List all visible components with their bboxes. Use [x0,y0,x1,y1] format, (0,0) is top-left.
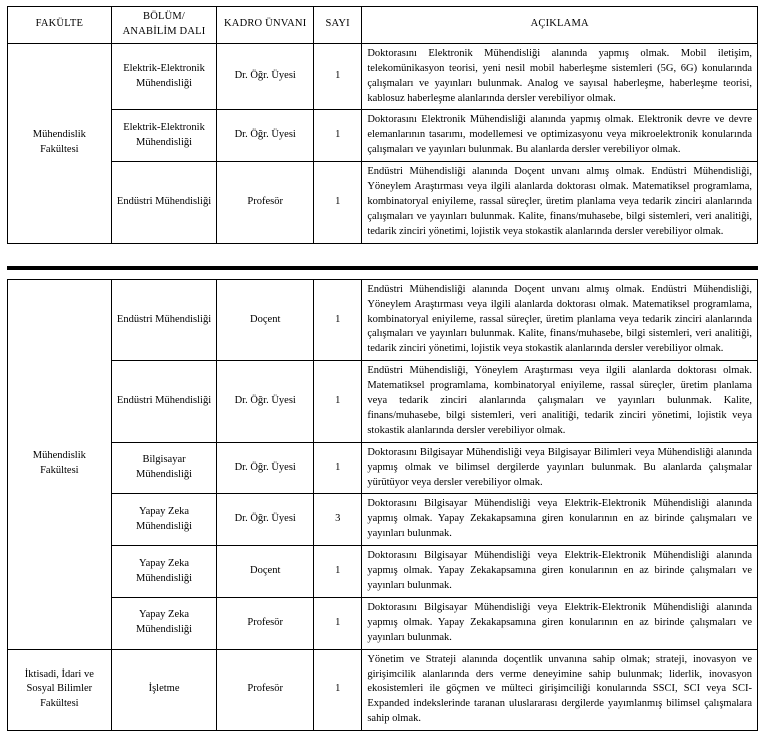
cell-count: 1 [314,279,362,361]
cell-description: Doktorasını Elektronik Mühendisliği alanında yapmış olmak. Elektronik devre ve devre elemanlarının tasarımı, modellemesi ve optimizasyonu veya mikroelektronik konularında çalışmaları ve yayınları bulunmak. Bu alanlarda dersler verebiliyor olmak. [362,110,758,162]
cell-count: 1 [314,442,362,494]
table-row [8,546,758,598]
cell-position: Dr. Öğr. Üyesi [217,442,314,494]
table-row [8,43,758,110]
header-department-line2: ANABİLİM DALI [122,25,206,37]
cell-position: Profesör [217,597,314,649]
header-faculty: FAKÜLTE [8,7,112,44]
cell-position: Doçent [217,279,314,361]
cell-count: 1 [314,110,362,162]
cell-description: Doktorasını Bilgisayar Mühendisliği veya Elektrik-Elektronik Mühendisliği alanında yapmış olmak. Yapay Zekakapsamına giren konularının en az birinde çalışmaları ve yayınları bulunmak. [362,494,758,546]
cell-count: 1 [314,361,362,443]
cell-count: 1 [314,597,362,649]
cell-count: 1 [314,649,362,731]
cell-faculty: Mühendislik Fakültesi [8,43,112,243]
table-row [8,442,758,494]
cell-department: Yapay Zeka Mühendisliği [111,597,217,649]
first-table-section [0,0,765,244]
cell-department: Yapay Zeka Mühendisliği [111,494,217,546]
cell-description: Doktorasını Bilgisayar Mühendisliği veya Elektrik-Elektronik Mühendisliği alanında yapmış olmak. Yapay Zekakapsamına giren konularının en az birinde çalışmaları ve yayınları bulunmak. [362,597,758,649]
cell-position: Dr. Öğr. Üyesi [217,361,314,443]
cell-description: Endüstri Mühendisliği, Yöneylem Araştırması veya ilgili alanlarda doktorası olmak. Matematiksel programlama, kombinatoryal eniyileme, rassal süreçler, üretim planlama veya tedarik zinciri alanlarında çalışmaları ve yayınları bulunmak. Kalite, finans/muhasebe, bilgi sistemleri, veri analitiği, tedarik zinciri yönetimi, lojistik veya stokastik alanlarında dersler verebiliyor olmak. [362,361,758,443]
page-separator [7,266,758,270]
table-body [8,279,758,730]
header-row [8,7,758,44]
cell-department: Endüstri Mühendisliği [111,361,217,443]
table-row [8,162,758,244]
staff-table-first [7,6,758,244]
cell-position: Doçent [217,546,314,598]
cell-position: Dr. Öğr. Üyesi [217,43,314,110]
header-count: SAYI [314,7,362,44]
header-department-line1: BÖLÜM/ [143,11,186,22]
cell-count: 1 [314,162,362,244]
header-department [111,7,217,44]
cell-description: Endüstri Mühendisliği alanında Doçent unvanı almış olmak. Endüstri Mühendisliği, Yöneylem Araştırması veya ilgili alanlarda doktorası olmak. Matematiksel programlama, kombinatoryal eniyileme, rassal süreçler, üretim planlama veya tedarik zinciri alanlarında çalışmaları ve yayınları bulunmak. Kalite, finans/muhasebe, bilgi sistemleri, veri analitiği, tedarik zinciri yönetimi, lojistik veya stokastik alanlarında dersler verebiliyor olmak. [362,162,758,244]
header-position: KADRO ÜNVANI [217,7,314,44]
cell-department: Yapay Zeka Mühendisliği [111,546,217,598]
cell-description: Yönetim ve Strateji alanında doçentlik unvanına sahip olmak; strateji, inovasyon ve girişimcilik alanlarında ders verme deneyimine sahip bulunmak; liderlik, inovasyon ekosistemleri ile göçmen ve mülteci girişimciliği konularında SSCI, SCI veya SCI-Expanded indekslerinde taranan uluslararası dergilerde yayımlanmış bilimsel çalışmalara sahip olmak. [362,649,758,731]
cell-faculty: İktisadi, İdari ve Sosyal Bilimler Fakültesi [8,649,112,731]
cell-department: Elektrik-Elektronik Mühendisliği [111,43,217,110]
cell-description: Doktorasını Elektronik Mühendisliği alanında yapmış olmak. Mobil iletişim, telekomünikasyon teorisi, yeni nesil mobil haberleşme sistemleri (5G, 6G) konularında çalışmaları ve yayınları bulunmak. Analog ve sayısal haberleşme, haberleşme teorisi, kablosuz haberleşme alanlarında dersler verebiliyor olmak. [362,43,758,110]
header-description: AÇIKLAMA [362,7,758,44]
cell-count: 1 [314,43,362,110]
page-gap [0,244,765,260]
cell-department: Bilgisayar Mühendisliği [111,442,217,494]
table-row [8,649,758,731]
cell-position: Profesör [217,162,314,244]
table-row [8,494,758,546]
table-row [8,597,758,649]
staff-table-second [7,279,758,731]
table-body [8,43,758,243]
cell-count: 3 [314,494,362,546]
cell-department: Endüstri Mühendisliği [111,279,217,361]
cell-position: Dr. Öğr. Üyesi [217,494,314,546]
cell-count: 1 [314,546,362,598]
cell-position: Dr. Öğr. Üyesi [217,110,314,162]
table-header [8,7,758,44]
cell-department: Elektrik-Elektronik Mühendisliği [111,110,217,162]
cell-department: İşletme [111,649,217,731]
cell-faculty: Mühendislik Fakültesi [8,279,112,649]
second-table-section [0,279,765,731]
table-row [8,110,758,162]
cell-description: Endüstri Mühendisliği alanında Doçent unvanı almış olmak. Endüstri Mühendisliği, Yöneylem Araştırması veya ilgili alanlarda doktorası olmak. Matematiksel programlama, kombinatoryal eniyileme, rassal süreçler, üretim planlama veya tedarik zinciri alanlarında çalışmaları ve yayınları bulunmak. Kalite, finans/muhasebe, bilgi sistemleri, veri analitiği, tedarik zinciri yönetimi, lojistik veya stokastik alanlarında dersler verebiliyor olmak. [362,279,758,361]
table-row [8,279,758,361]
table-row [8,361,758,443]
cell-department: Endüstri Mühendisliği [111,162,217,244]
cell-position: Profesör [217,649,314,731]
cell-description: Doktorasını Bilgisayar Mühendisliği veya Elektrik-Elektronik Mühendisliği alanında yapmış olmak. Yapay Zekakapsamına giren konularının en az birinde çalışmaları ve yayınları bulunmak. [362,546,758,598]
cell-description: Doktorasını Bilgisayar Mühendisliği veya Bilgisayar Bilimleri veya Mühendisliği alanında yapmış olmak ve bilimsel dergilerde yayınları bulunmak. Bu alanlarda çalışmalar yürütüyor veya dersler verebiliyor olmak. [362,442,758,494]
